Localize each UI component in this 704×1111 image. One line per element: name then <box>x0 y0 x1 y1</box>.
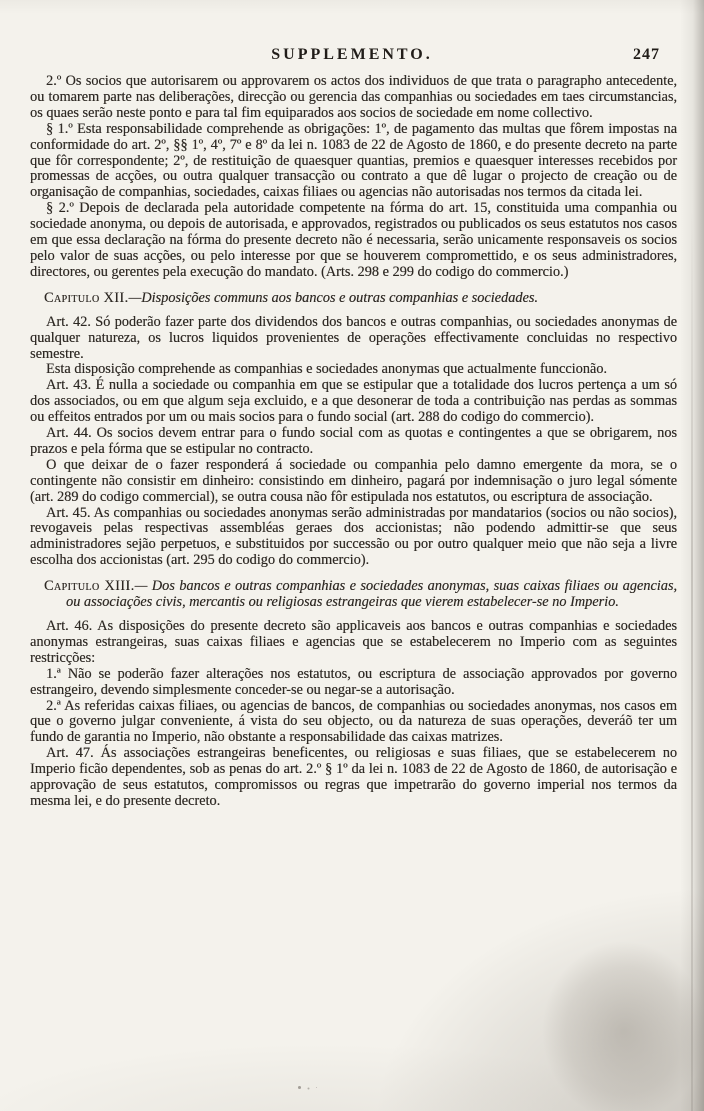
scan-smudge <box>519 916 704 1111</box>
paragraph: § 1.º Esta responsabilidade comprehende as obrigações: 1º, de pagamento das multas que fôrem impostas na conformidade do art. 2º, §§ 1º, 4º, 7º e 8º da lei n. 1083 de 22 de Agosto de 1860, e do presente decreto na parte que fôr correspondente; 2º, de restituição de quaesquer quantias, premios e quaesquer interesses recebidos por promessas de acções, ou outra qualquer transacção ou contrato a que dê lugar o projecto de creação ou de organisação de companhias, sociedades, caixas filiaes ou agencias não autorisadas nos termos da citada lei. <box>30 120 677 201</box>
paragraph: Art. 43. É nulla a sociedade ou companhia em que se estipular que a totalidade dos lucros pertença a um só dos associados, ou em que algum seja excluido, e a que desonerar de toda a contribuição nas perdas as sommas ou effeitos entrados por um ou mais socios para o fundo social (art. 288 do codigo do commercio). <box>30 377 677 426</box>
paragraph: Art. 45. As companhias ou sociedades anonymas serão administradas por mandatarios (socios ou não socios), revogaveis pelas respectivas assembléas geraes dos accionistas; não podendo admittir-se que seus administradores sejão perpetuos, e substituidos por successão ou por outro qualquer meio que não seja a livre escolha dos accionistas (art. 295 do codigo do commercio). <box>30 504 677 569</box>
paragraph: 2.º Os socios que autorisarem ou approvarem os actos dos individuos de que trata o paragrapho antecedente, ou tomarem parte nas deliberações, direcção ou gerencia das companhias ou sociedades em taes circumstancias, os quaes serão neste ponto e para tal fim equiparados aos socios de sociedade em nome collectivo. <box>30 73 677 121</box>
running-title: SUPPLEMENTO. <box>271 46 433 63</box>
page-header <box>30 46 674 66</box>
scan-speck-marks <box>298 1086 301 1089</box>
paragraph: Esta disposição comprehende as companhias e sociedades anonymas que actualmente funccionão. <box>46 361 607 378</box>
page-number: 247 <box>633 46 660 63</box>
paragraph: 1.ª Não se poderão fazer alterações nos estatutos, ou escriptura de associação approvados por governo estrangeiro, devendo simplesmente conceder-se ou negar-se a autorisação. <box>30 665 677 698</box>
paragraph: § 2.º Depois de declarada pela autoridade competente na fórma do art. 15, constituida uma companhia ou sociedade anonyma, ou depois de autorisada, e approvados, registrados ou publicados os seus estatutos nos casos em que essa declaração na fórma do presente decreto não é necessaria, serão unicamente responsaveis os socios pelo valor de suas acções, ou pelo interesse por que se houverem compromettido, e os seus administradores, directores, ou gerentes pela execução do mandato. (Arts. 298 e 299 do codigo do commercio.) <box>30 200 677 280</box>
paragraph: Art. 44. Os socios devem entrar para o fundo social com as quotas e contingentes a que se obrigarem, nos prazos e pela fórma que se estipular no contracto. <box>30 425 677 457</box>
chapter-title: — Dos bancos e outras companhias e sociedades anonymas, suas caixas filiaes ou agencias, ou associações civis, mercantis ou religiosas estrangeiras que vierem estabelecer-se no Imperio. <box>66 578 678 611</box>
paragraph: Art. 42. Só poderão fazer parte dos dividendos dos bancos e outras companhias, ou sociedades anonymas de qualquer natureza, os lucros liquidos provenientes de operações effectivamente concluidas no respectivo semestre. <box>30 313 677 362</box>
paragraph: O que deixar de o fazer responderá á sociedade ou companhia pelo damno emergente da mora, se o contingente não consistir em dinheiro: consistindo em dinheiro, pagará por indemnisação o juro legal sómente (art. 289 do codigo commercial), se outra cousa não fôr estipulada nos estatutos, ou escriptura de associação. <box>30 456 677 505</box>
paragraph: Art. 47. Ás associações estrangeiras beneficentes, ou religiosas e suas filiaes, que se estabelecerem no Imperio ficão dependentes, sob as penas do art. 2.º § 1º da lei n. 1083 de 22 de Agosto de 1860, de autorisação e approvação de seus estatutos, compromissos ou regras que impetrarão do governo imperial nos termos da mesma lei, e do presente decreto. <box>30 745 677 809</box>
chapter-heading <box>30 291 677 307</box>
page-body <box>30 74 677 810</box>
paragraph: 2.ª As referidas caixas filiaes, ou agencias de bancos, de companhias ou sociedades anonymas, nos casos em que o governo julgar conveniente, á vista do seu objecto, ou da natureza de suas operações, deveráõ ter um fundo de garantia no Imperio, não obstante a responsabilidade das caixas matrizes. <box>30 697 677 746</box>
chapter-label: Capitulo XII. <box>44 289 129 306</box>
paragraph: Art. 46. As disposições do presente decreto são applicaveis aos bancos e outras companhias e sociedades anonymas estrangeiras, suas caixas filiaes e agencias que se estabelecerem no Imperio com as seguintes restricções: <box>30 618 677 666</box>
chapter-title: —Disposições communs aos bancos e outras companhias e sociedades. <box>128 289 538 306</box>
chapter-label: Capitulo XIII. <box>44 578 135 595</box>
chapter-heading <box>30 579 677 611</box>
